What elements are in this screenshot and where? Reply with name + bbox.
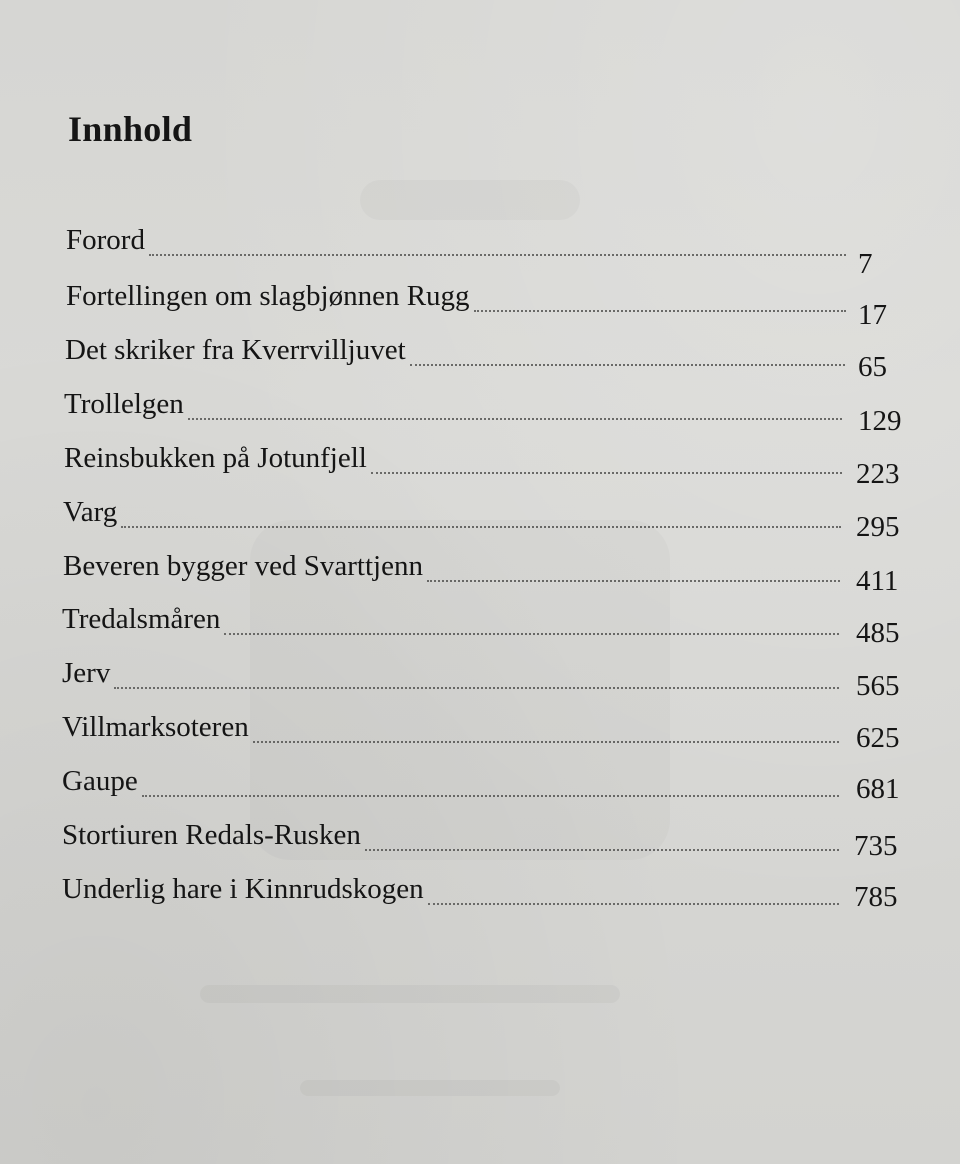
toc-page-number: 7: [858, 248, 873, 280]
dot-leader: [474, 310, 846, 312]
toc-entry: [66, 280, 846, 320]
toc-entry-title: Det skriker fra Kverrvilljuvet: [65, 334, 406, 366]
toc-entry-title: Fortellingen om slagbjønnen Rugg: [66, 280, 470, 312]
toc-entry: [65, 334, 845, 374]
dot-leader: [410, 364, 845, 366]
dot-leader: [371, 472, 842, 474]
toc-entry-title: Gaupe: [62, 765, 138, 797]
dot-leader: [188, 418, 842, 420]
toc-entry-title: Stortiuren Redals-Rusken: [62, 819, 361, 851]
toc-page-number: 295: [856, 511, 900, 543]
toc-page-number: 735: [854, 830, 898, 862]
page-title: Innhold: [68, 109, 193, 149]
show-through-shadow: [250, 520, 670, 860]
toc-entry-title: Villmarksoteren: [62, 711, 249, 743]
toc-entry-title: Forord: [66, 224, 145, 256]
dot-leader: [149, 254, 846, 256]
show-through-shadow: [200, 985, 620, 1003]
toc-entry-title: Tredalsmåren: [62, 603, 221, 635]
show-through-shadow: [300, 1080, 560, 1096]
toc-entry-title: Reinsbukken på Jotunfjell: [64, 442, 367, 474]
toc-page-number: 223: [856, 458, 900, 490]
show-through-shadow: [360, 180, 580, 220]
toc-page-number: 129: [858, 405, 902, 437]
toc-entry-title: Jerv: [62, 657, 111, 689]
toc-entry: [64, 442, 842, 482]
toc-entry: [64, 388, 842, 428]
toc-entry: [66, 224, 846, 264]
toc-page-number: 411: [856, 565, 899, 597]
toc-entry-title: Varg: [63, 496, 118, 528]
toc-entry-title: Trollelgen: [64, 388, 184, 420]
toc-entry: [62, 873, 839, 913]
toc-page-number: 485: [856, 617, 900, 649]
toc-page-number: 785: [854, 881, 898, 913]
toc-page-number: 625: [856, 722, 900, 754]
dot-leader: [428, 903, 839, 905]
toc-page-number: 17: [858, 299, 887, 331]
toc-page-number: 681: [856, 773, 900, 805]
toc-entry-title: Underlig hare i Kinnrudskogen: [62, 873, 424, 905]
toc-entry-title: Beveren bygger ved Svarttjenn: [63, 550, 423, 582]
toc-page-number: 65: [858, 351, 887, 383]
toc-page-number: 565: [856, 670, 900, 702]
